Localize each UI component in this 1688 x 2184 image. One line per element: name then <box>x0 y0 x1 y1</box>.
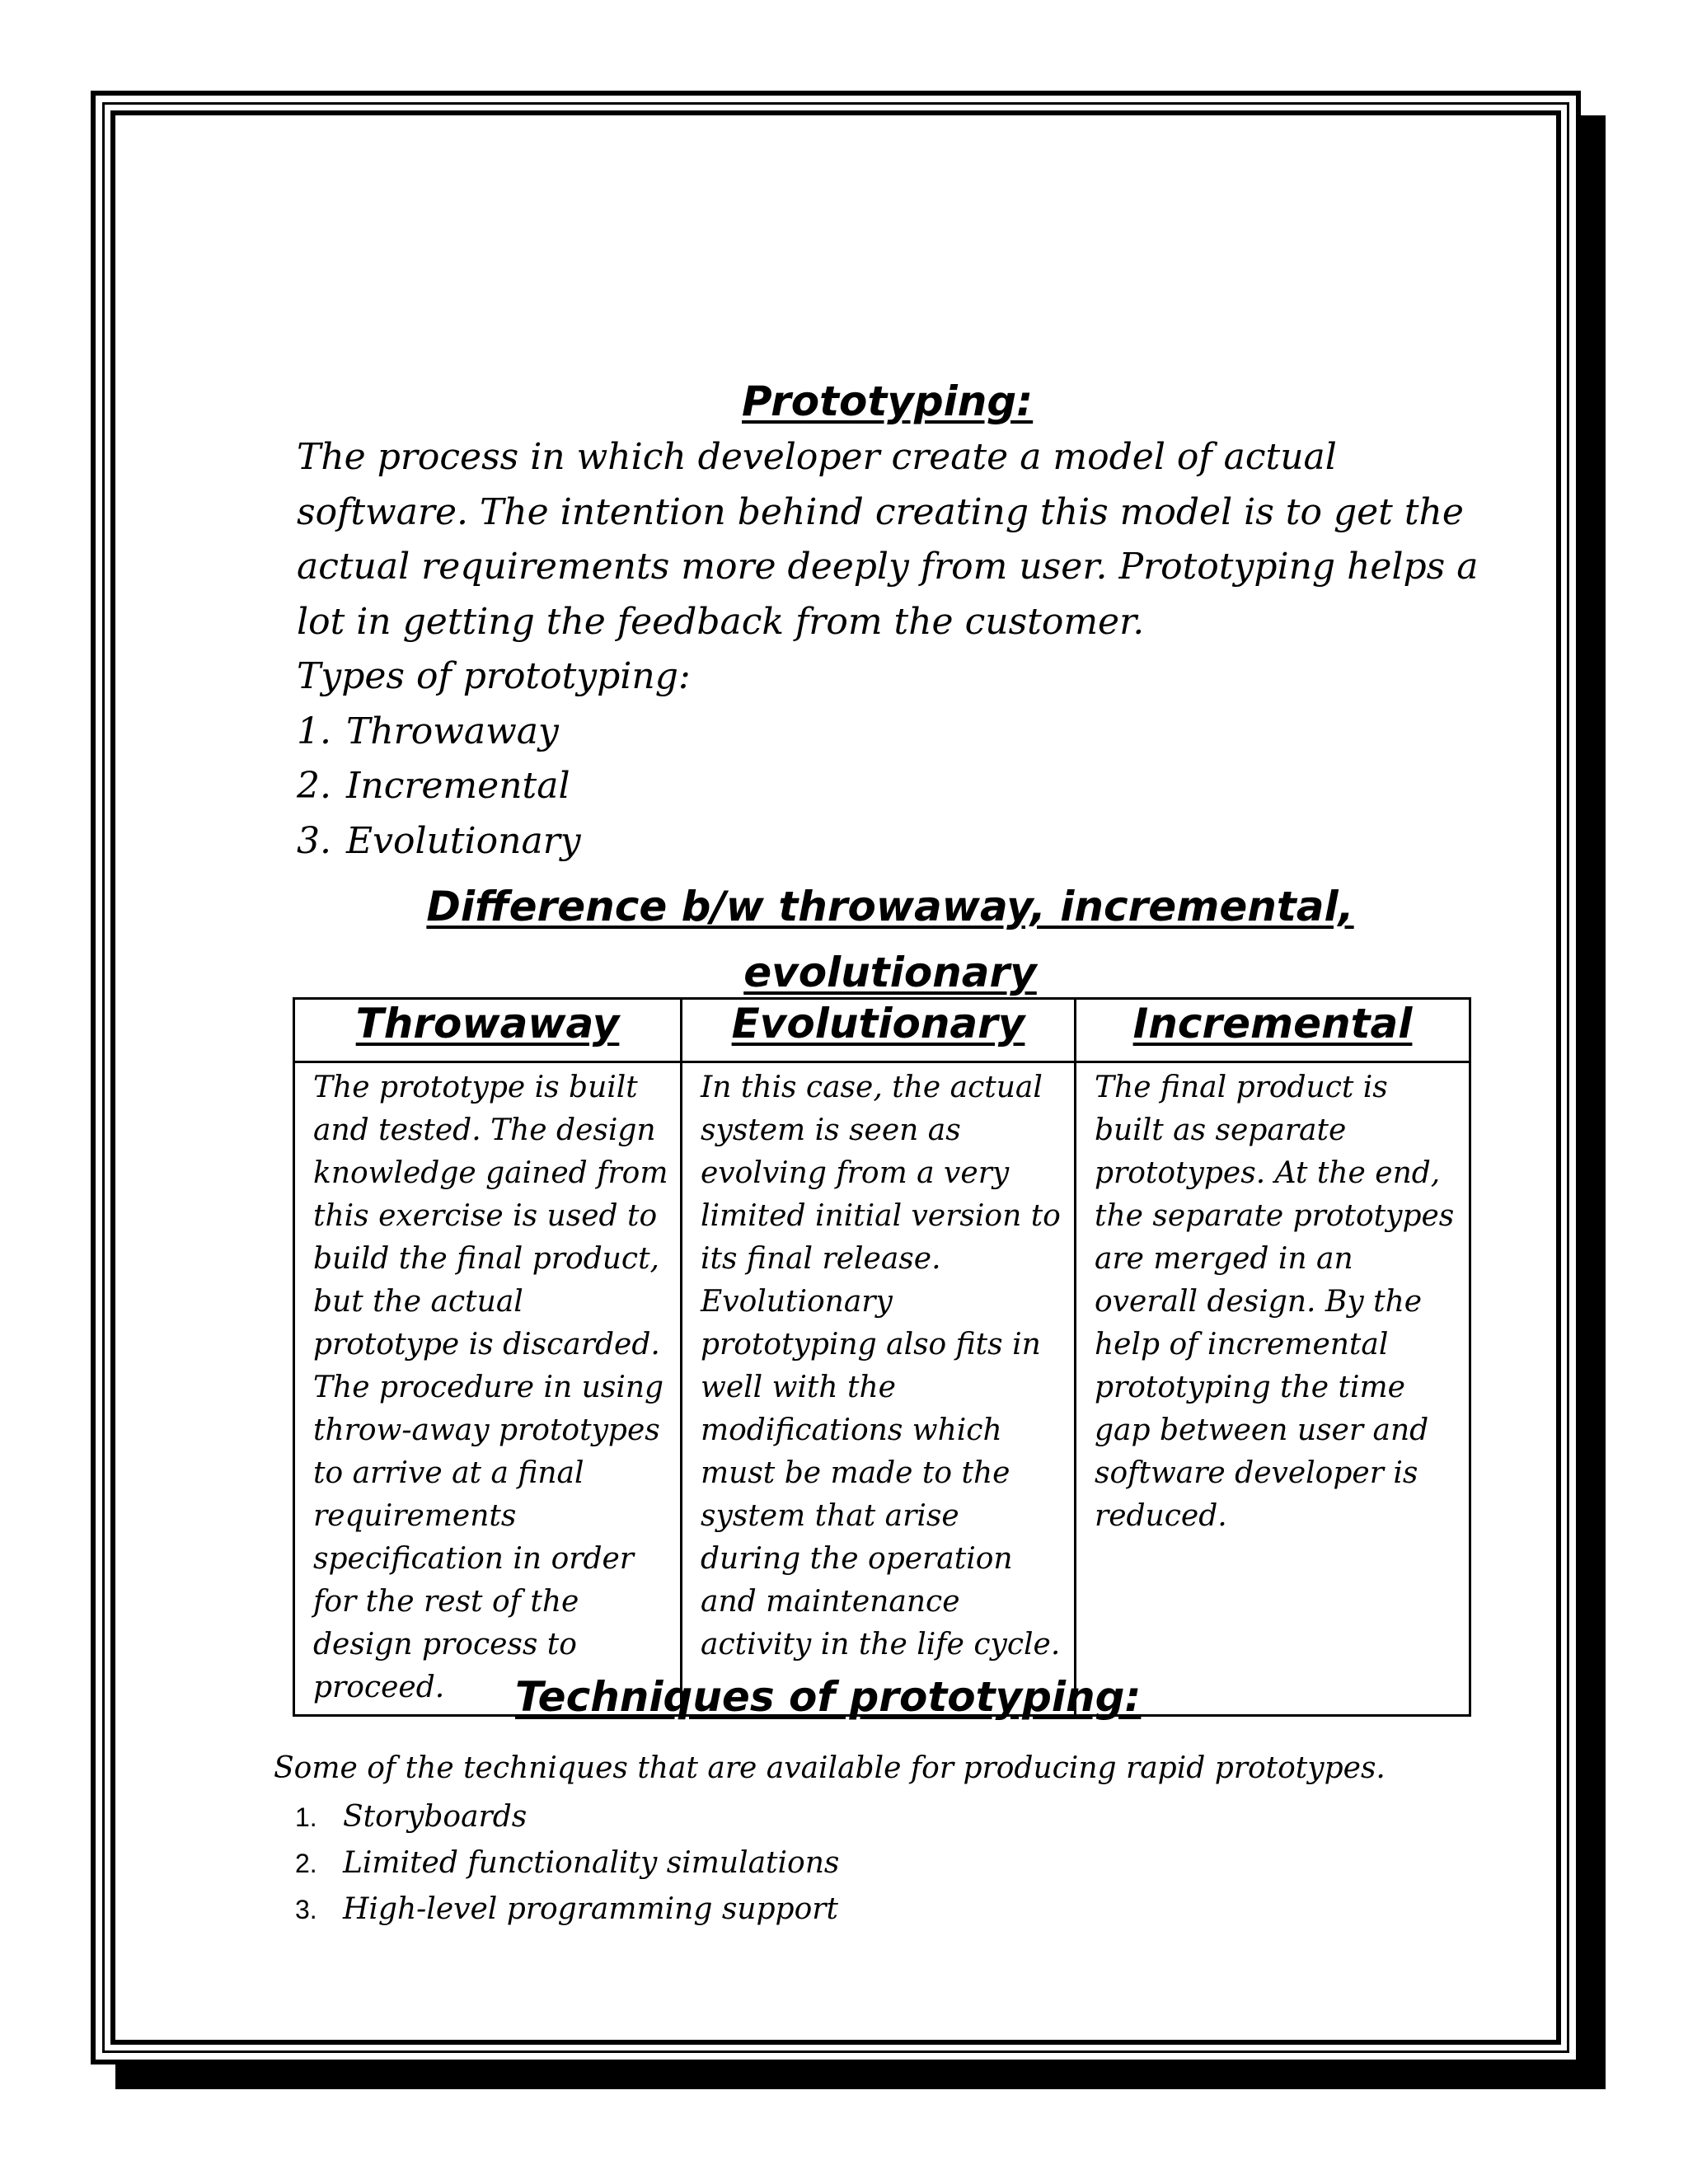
table-cell-evolutionary: In this case, the actual system is seen as evolving from a very limited initial version to its final release. Evolutionary prototyping also fits in well with the modifications which must be made to the system that arise during the operation and maintenance activity in the life cycle. <box>682 1062 1076 1716</box>
list-item-label: Evolutionary <box>346 819 581 862</box>
list-number: 1. <box>297 710 331 752</box>
list-number: 2. <box>297 765 331 807</box>
types-list <box>297 705 1500 869</box>
table-header-row <box>294 999 1470 1062</box>
table-header-incremental: Incremental <box>1076 999 1470 1062</box>
list-number: 3. <box>295 1895 317 1924</box>
comparison-table <box>293 997 1471 1717</box>
techniques-intro: Some of the techniques that are available for producing rapid prototypes. <box>274 1751 1386 1785</box>
table-row <box>294 1062 1470 1716</box>
table-header-throwaway: Throwaway <box>294 999 682 1062</box>
list-item-label: Throwaway <box>346 710 559 752</box>
table-header-evolutionary: Evolutionary <box>682 999 1076 1062</box>
list-item-label: Limited functionality simulations <box>343 1846 840 1880</box>
page-title: Prototyping: <box>742 377 1034 425</box>
table-cell-throwaway: The prototype is built and tested. The design knowledge gained from this exercise is used to build the final product, but the actual prototype is discarded. The procedure in using throw-away prototypes to arrive at a final requirements specification in order for the rest of the design process to proceed. <box>294 1062 682 1716</box>
list-item <box>297 759 1500 814</box>
list-item-label: High-level programming support <box>343 1892 838 1926</box>
techniques-heading: Techniques of prototyping: <box>515 1673 1142 1721</box>
list-number: 2. <box>295 1849 317 1878</box>
list-item <box>297 705 1500 760</box>
list-item <box>297 814 1500 869</box>
table-cell-incremental: The final product is built as separate prototypes. At the end, the separate prototypes are merged in an overall design. By the help of incremental prototyping the time gap between user and software developer is reduced. <box>1076 1062 1470 1716</box>
intro-section <box>297 430 1500 869</box>
types-label: Types of prototyping: <box>297 655 691 697</box>
list-item-label: Incremental <box>346 765 570 807</box>
list-item <box>295 1794 839 1840</box>
list-item <box>295 1840 839 1886</box>
list-number: 3. <box>297 819 331 862</box>
list-item-label: Storyboards <box>343 1800 528 1834</box>
difference-heading: Difference b/w throwaway, incremental, evolutionary <box>426 883 1354 996</box>
intro-paragraph: The process in which developer create a model of actual software. The intention behind creating this model is to get the actual requirements more deeply from user. Prototyping helps a lot in getting the feedback from the customer. <box>297 436 1479 643</box>
list-item <box>295 1886 839 1933</box>
list-number: 1. <box>295 1802 317 1832</box>
techniques-list <box>295 1794 839 1933</box>
